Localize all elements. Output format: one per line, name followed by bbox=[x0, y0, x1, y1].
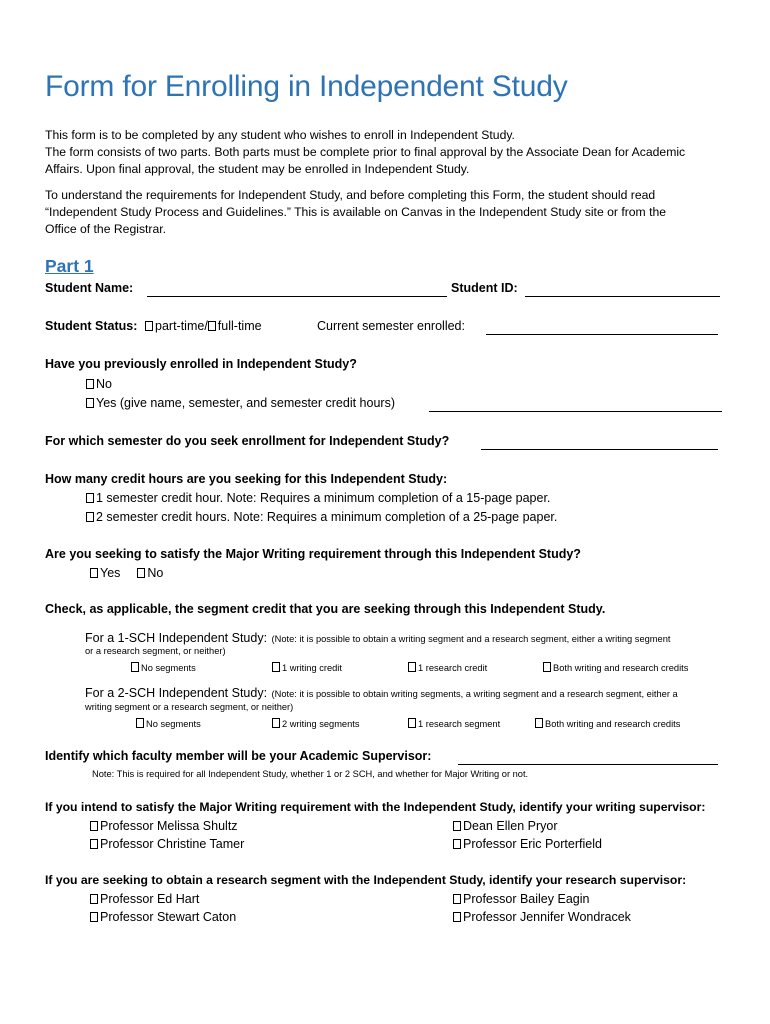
sch1-opt1-label: No segments bbox=[141, 663, 196, 673]
prev-no-checkbox[interactable] bbox=[86, 379, 94, 389]
writing-sup-4-label: Professor Eric Porterfield bbox=[463, 837, 602, 851]
sch1-label: For a 1-SCH Independent Study: bbox=[85, 631, 268, 645]
intro-line: To understand the requirements for Independent Study, and before completing this Form, the student should read bbox=[45, 188, 656, 202]
student-name-label: Student Name: bbox=[45, 281, 134, 295]
parttime-checkbox[interactable] bbox=[145, 321, 153, 331]
current-semester-label: Current semester enrolled: bbox=[317, 319, 465, 333]
student-id-label: Student ID: bbox=[451, 281, 518, 295]
prev-yes-checkbox[interactable] bbox=[86, 398, 94, 408]
supervisor-field[interactable] bbox=[458, 752, 718, 765]
writing-sup-3-label: Professor Christine Tamer bbox=[100, 837, 245, 851]
intro-line: Affairs. Upon final approval, the student may be enrolled in Independent Study. bbox=[45, 162, 470, 176]
credit-1-checkbox[interactable] bbox=[86, 493, 94, 503]
fulltime-label: full-time bbox=[217, 319, 262, 333]
student-id-field[interactable] bbox=[525, 284, 720, 297]
credit-hours-question: How many credit hours are you seeking for this Independent Study: bbox=[45, 472, 448, 486]
intro-line: Office of the Registrar. bbox=[45, 222, 167, 236]
writing-sup-3-checkbox[interactable] bbox=[90, 839, 98, 849]
writing-sup-2-label: Dean Ellen Pryor bbox=[463, 819, 558, 833]
research-sup-3-checkbox[interactable] bbox=[90, 912, 98, 922]
prev-no-label: No bbox=[96, 377, 112, 391]
sch2-label: For a 2-SCH Independent Study: bbox=[85, 686, 268, 700]
parttime-label: part-time/ bbox=[155, 319, 208, 333]
sch2-opt2-checkbox[interactable] bbox=[272, 718, 280, 728]
sch2-opt2-label: 2 writing segments bbox=[282, 719, 360, 729]
sch1-opt1-checkbox[interactable] bbox=[131, 662, 139, 672]
research-sup-2-label: Professor Bailey Eagin bbox=[463, 892, 590, 906]
research-sup-2-checkbox[interactable] bbox=[453, 894, 461, 904]
supervisor-question: Identify which faculty member will be your Academic Supervisor: bbox=[45, 749, 432, 763]
semester-field[interactable] bbox=[481, 437, 718, 450]
sch2-opt4-label: Both writing and research credits bbox=[545, 719, 681, 729]
major-writing-no-label: No bbox=[147, 566, 164, 580]
writing-sup-1-checkbox[interactable] bbox=[90, 821, 98, 831]
supervisor-note: Note: This is required for all Independent Study, whether 1 or 2 SCH, and whether for Major Writing or not. bbox=[92, 769, 529, 779]
current-semester-field[interactable] bbox=[486, 322, 718, 335]
sch1-opt2-checkbox[interactable] bbox=[272, 662, 280, 672]
writing-sup-4-checkbox[interactable] bbox=[453, 839, 461, 849]
semester-question: For which semester do you seek enrollment for Independent Study? bbox=[45, 434, 450, 448]
sch1-opt4-checkbox[interactable] bbox=[543, 662, 551, 672]
intro-line: The form consists of two parts. Both parts must be complete prior to final approval by the Associate Dean for Academic bbox=[45, 145, 686, 159]
intro-line: “Independent Study Process and Guidelines.” This is available on Canvas in the Independent Study site or from the bbox=[45, 205, 667, 219]
sch1-opt4-label: Both writing and research credits bbox=[553, 663, 689, 673]
writing-sup-1-label: Professor Melissa Shultz bbox=[100, 819, 238, 833]
credit-1-label: 1 semester credit hour. Note: Requires a minimum completion of a 15-page paper. bbox=[96, 491, 551, 505]
sch2-opt1-checkbox[interactable] bbox=[136, 718, 144, 728]
research-sup-3-label: Professor Stewart Caton bbox=[100, 910, 237, 924]
sch2-note: (Note: it is possible to obtain writing segments, a writing segment and a research segment, either a bbox=[271, 689, 678, 699]
research-sup-1-checkbox[interactable] bbox=[90, 894, 98, 904]
sch1-opt3-label: 1 research credit bbox=[418, 663, 488, 673]
research-sup-4-label: Professor Jennifer Wondracek bbox=[463, 910, 631, 924]
research-supervisor-question: If you are seeking to obtain a research segment with the Independent Study, identify your research supervisor: bbox=[45, 873, 687, 887]
writing-supervisor-question: If you intend to satisfy the Major Writing requirement with the Independent Study, identify your writing supervisor: bbox=[45, 800, 706, 814]
sch1-opt3-checkbox[interactable] bbox=[408, 662, 416, 672]
research-sup-1-label: Professor Ed Hart bbox=[100, 892, 200, 906]
sch2-opt3-checkbox[interactable] bbox=[408, 718, 416, 728]
part-heading: Part 1 bbox=[45, 256, 94, 276]
sch1-note-cont: or a research segment, or neither) bbox=[85, 646, 226, 656]
major-writing-yes-label: Yes bbox=[100, 566, 121, 580]
major-writing-yes-checkbox[interactable] bbox=[90, 568, 98, 578]
writing-sup-2-checkbox[interactable] bbox=[453, 821, 461, 831]
prev-enrolled-question: Have you previously enrolled in Independent Study? bbox=[45, 357, 357, 371]
sch2-note-cont: writing segment or a research segment, or neither) bbox=[85, 702, 294, 712]
sch1-note: (Note: it is possible to obtain a writing segment and a research segment, either a writing segment bbox=[271, 634, 671, 644]
sch1-opt2-label: 1 writing credit bbox=[282, 663, 342, 673]
segment-question: Check, as applicable, the segment credit that you are seeking through this Independent Study. bbox=[45, 602, 606, 616]
page-title: Form for Enrolling in Independent Study bbox=[45, 70, 568, 103]
sch2-opt1-label: No segments bbox=[146, 719, 201, 729]
prev-yes-label: Yes (give name, semester, and semester credit hours) bbox=[96, 396, 395, 410]
research-sup-4-checkbox[interactable] bbox=[453, 912, 461, 922]
intro-line: This form is to be completed by any student who wishes to enroll in Independent Study. bbox=[45, 128, 515, 142]
credit-2-checkbox[interactable] bbox=[86, 512, 94, 522]
student-name-field[interactable] bbox=[147, 284, 447, 297]
major-writing-no-checkbox[interactable] bbox=[137, 568, 145, 578]
fulltime-checkbox[interactable] bbox=[208, 321, 216, 331]
major-writing-question: Are you seeking to satisfy the Major Writing requirement through this Independent Study? bbox=[45, 547, 581, 561]
sch2-opt4-checkbox[interactable] bbox=[535, 718, 543, 728]
sch2-opt3-label: 1 research segment bbox=[418, 719, 501, 729]
prev-yes-field[interactable] bbox=[429, 399, 722, 412]
credit-2-label: 2 semester credit hours. Note: Requires a minimum completion of a 25-page paper. bbox=[96, 510, 558, 524]
student-status-label: Student Status: bbox=[45, 319, 138, 333]
